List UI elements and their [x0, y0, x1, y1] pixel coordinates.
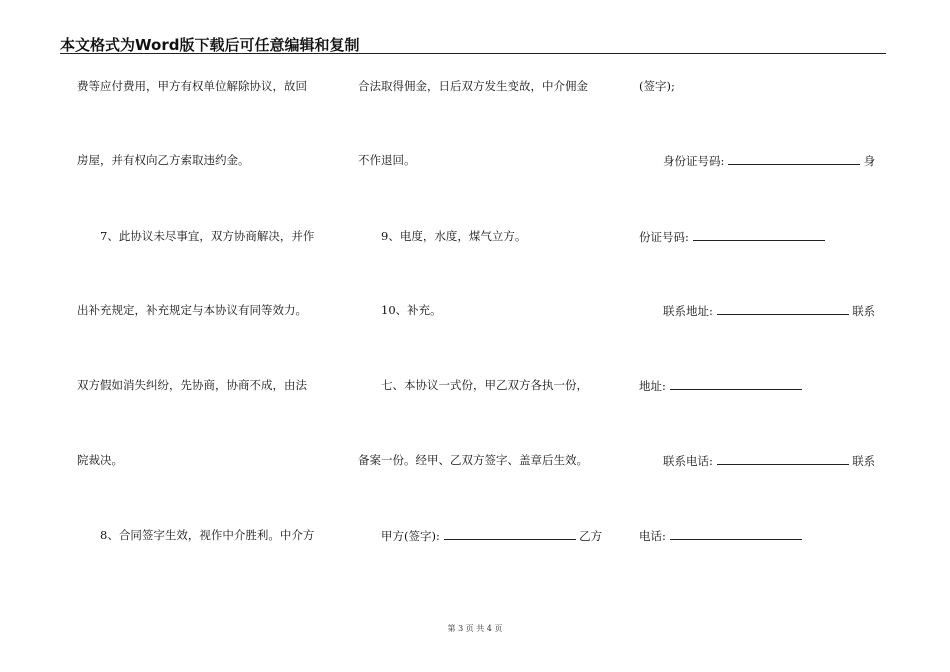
field-blank: [728, 153, 860, 165]
address-field: [639, 378, 802, 393]
field-blank: [670, 378, 802, 390]
text-line: (签字);: [639, 79, 675, 93]
field-label: 电话:: [639, 529, 666, 543]
text-line: 10、补充。: [381, 303, 442, 317]
text-line: 8、合同签字生效，视作中介胜利。中介方: [100, 528, 315, 542]
field-label: 联系地址:: [663, 304, 713, 318]
text-line: 出补充规定，补充规定与本协议有同等效力。: [77, 303, 307, 317]
signature-line-party-a: [381, 528, 602, 543]
text-line: 不作退回。: [358, 153, 416, 167]
field-label: 联系电话:: [663, 454, 713, 468]
field-blank: [717, 453, 849, 465]
text-line: 双方假如消失纠纷，先协商，协商不成，由法: [77, 378, 307, 392]
field-blank: [693, 229, 825, 241]
text-line: 备案一份。经甲、乙双方签字、盖章后生效。: [358, 453, 588, 467]
text-line: 合法取得佣金，日后双方发生变故，中介佣金: [358, 79, 588, 93]
field-label: 身份证号码:: [663, 154, 725, 168]
field-label: 甲方(签字):: [381, 529, 440, 543]
text-line: 院裁决。: [77, 453, 123, 467]
field-label: 地址:: [639, 379, 666, 393]
text-line: 7、此协议未尽事宜，双方协商解决，并作: [100, 229, 315, 243]
header-divider: [60, 53, 886, 54]
signature-blank: [444, 528, 576, 540]
text-line: 房屋，并有权向乙方索取违约金。: [77, 153, 250, 167]
id-number-field: [639, 229, 825, 244]
text-line: 费等应付费用，甲方有权单位解除协议，故回: [77, 79, 307, 93]
page-header-title: 本文格式为Word版下载后可任意编辑和复制: [60, 36, 360, 54]
phone-field: [639, 528, 802, 543]
text-line: 七、本协议一式份，甲乙双方各执一份，: [381, 378, 588, 392]
address-field: [663, 303, 875, 318]
page-number: 第 3 页 共 4 页: [447, 624, 503, 633]
field-blank: [670, 528, 802, 540]
field-label-tail: 联系: [852, 454, 876, 468]
field-label: 份证号码:: [639, 230, 689, 244]
text-line: 9、电度，水度，煤气立方。: [381, 229, 527, 243]
field-label-tail: 身: [863, 154, 876, 168]
field-label-tail: 联系: [852, 304, 876, 318]
phone-field: [663, 453, 875, 468]
id-number-field: [663, 153, 875, 168]
field-label-tail: 乙方: [579, 529, 603, 543]
field-blank: [717, 303, 849, 315]
